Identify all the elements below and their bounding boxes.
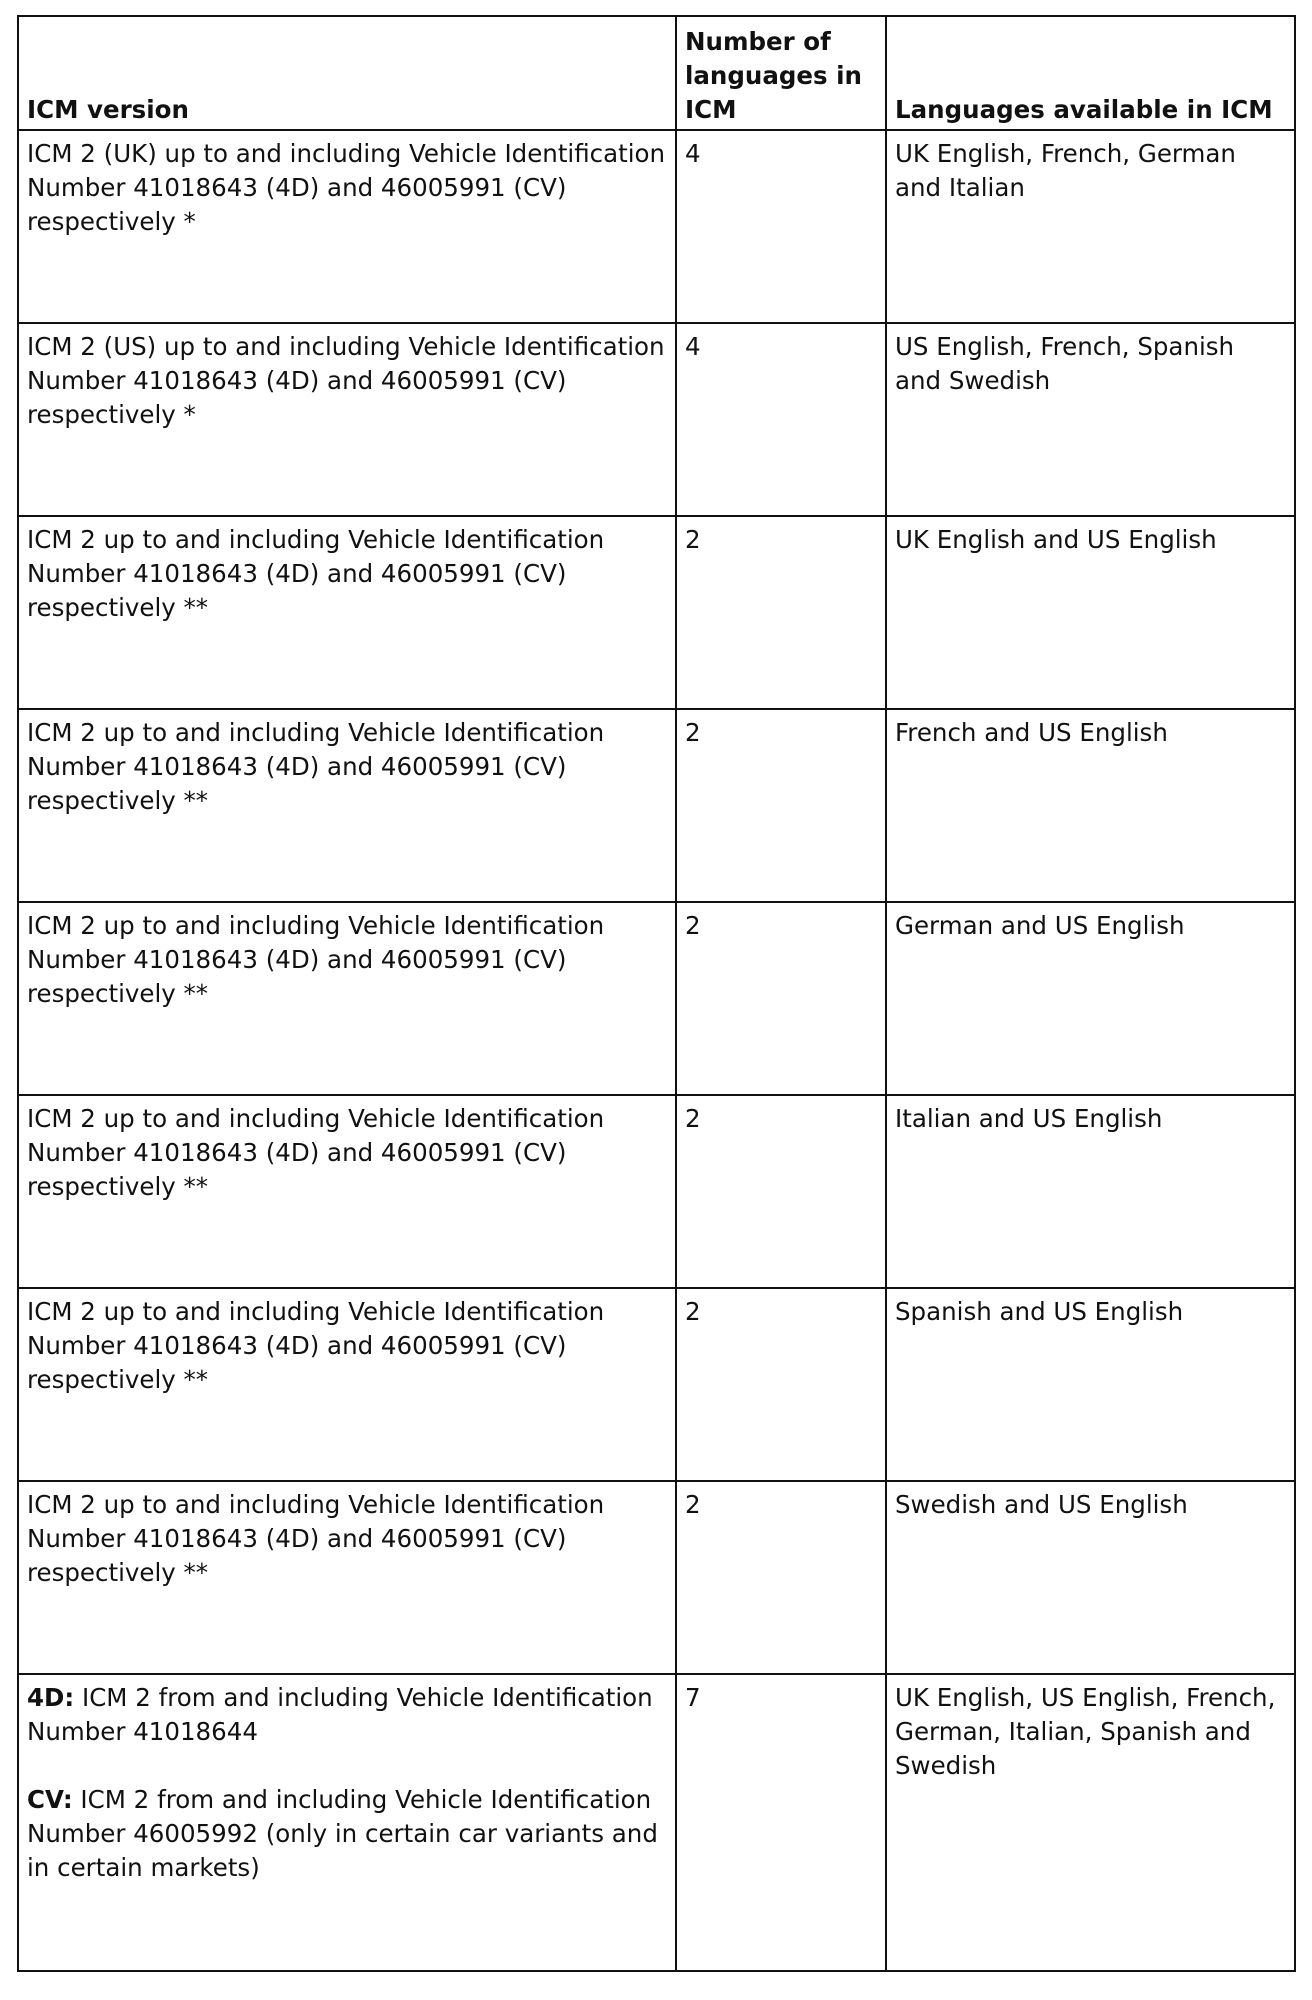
version-cv-paragraph xyxy=(27,1783,667,1885)
table-row xyxy=(18,130,1295,323)
cell-number-of-languages: 4 xyxy=(676,323,886,516)
cell-icm-version: ICM 2 (UK) up to and including Vehicle Identification Number 41018643 (4D) and 46005991 (CV) respectively * xyxy=(18,130,676,323)
table-row xyxy=(18,709,1295,902)
cell-languages-available: Spanish and US English xyxy=(886,1288,1295,1481)
cell-languages-available: US English, French, Spanish and Swedish xyxy=(886,323,1295,516)
cell-languages-available: Swedish and US English xyxy=(886,1481,1295,1674)
cell-number-of-languages: 2 xyxy=(676,516,886,709)
table-row xyxy=(18,1288,1295,1481)
cell-icm-version xyxy=(18,1674,676,1971)
table-row xyxy=(18,516,1295,709)
table-row xyxy=(18,323,1295,516)
table-row xyxy=(18,1481,1295,1674)
label-cv: CV: xyxy=(27,1785,73,1814)
cell-icm-version: ICM 2 up to and including Vehicle Identification Number 41018643 (4D) and 46005991 (CV) respectively ** xyxy=(18,1095,676,1288)
text-4d: ICM 2 from and including Vehicle Identification Number 41018644 xyxy=(27,1683,653,1746)
table-header-row xyxy=(18,16,1295,130)
cell-number-of-languages: 2 xyxy=(676,1288,886,1481)
cell-languages-available: UK English and US English xyxy=(886,516,1295,709)
cell-languages-available: Italian and US English xyxy=(886,1095,1295,1288)
cell-languages-available: UK English, US English, French, German, Italian, Spanish and Swedish xyxy=(886,1674,1295,1971)
cell-icm-version: ICM 2 up to and including Vehicle Identification Number 41018643 (4D) and 46005991 (CV) respectively ** xyxy=(18,902,676,1095)
cell-number-of-languages: 2 xyxy=(676,902,886,1095)
cell-languages-available: German and US English xyxy=(886,902,1295,1095)
cell-number-of-languages: 4 xyxy=(676,130,886,323)
cell-number-of-languages: 2 xyxy=(676,1481,886,1674)
table-row xyxy=(18,1095,1295,1288)
table-row xyxy=(18,902,1295,1095)
cell-languages-available: French and US English xyxy=(886,709,1295,902)
text-cv: ICM 2 from and including Vehicle Identification Number 46005992 (only in certain car variants and in certain markets) xyxy=(27,1785,658,1882)
header-languages-available: Languages available in ICM xyxy=(886,16,1295,130)
cell-icm-version: ICM 2 (US) up to and including Vehicle Identification Number 41018643 (4D) and 46005991 (CV) respectively * xyxy=(18,323,676,516)
cell-icm-version: ICM 2 up to and including Vehicle Identification Number 41018643 (4D) and 46005991 (CV) respectively ** xyxy=(18,1481,676,1674)
cell-icm-version: ICM 2 up to and including Vehicle Identification Number 41018643 (4D) and 46005991 (CV) respectively ** xyxy=(18,516,676,709)
table-row xyxy=(18,1674,1295,1971)
cell-icm-version: ICM 2 up to and including Vehicle Identification Number 41018643 (4D) and 46005991 (CV) respectively ** xyxy=(18,709,676,902)
label-4d: 4D: xyxy=(27,1683,75,1712)
cell-languages-available: UK English, French, German and Italian xyxy=(886,130,1295,323)
cell-number-of-languages: 2 xyxy=(676,709,886,902)
header-number-of-languages: Number of languages in ICM xyxy=(676,16,886,130)
cell-number-of-languages: 2 xyxy=(676,1095,886,1288)
cell-icm-version: ICM 2 up to and including Vehicle Identification Number 41018643 (4D) and 46005991 (CV) respectively ** xyxy=(18,1288,676,1481)
cell-number-of-languages: 7 xyxy=(676,1674,886,1971)
version-4d-paragraph xyxy=(27,1681,667,1749)
header-icm-version: ICM version xyxy=(18,16,676,130)
icm-languages-table xyxy=(17,15,1296,1972)
